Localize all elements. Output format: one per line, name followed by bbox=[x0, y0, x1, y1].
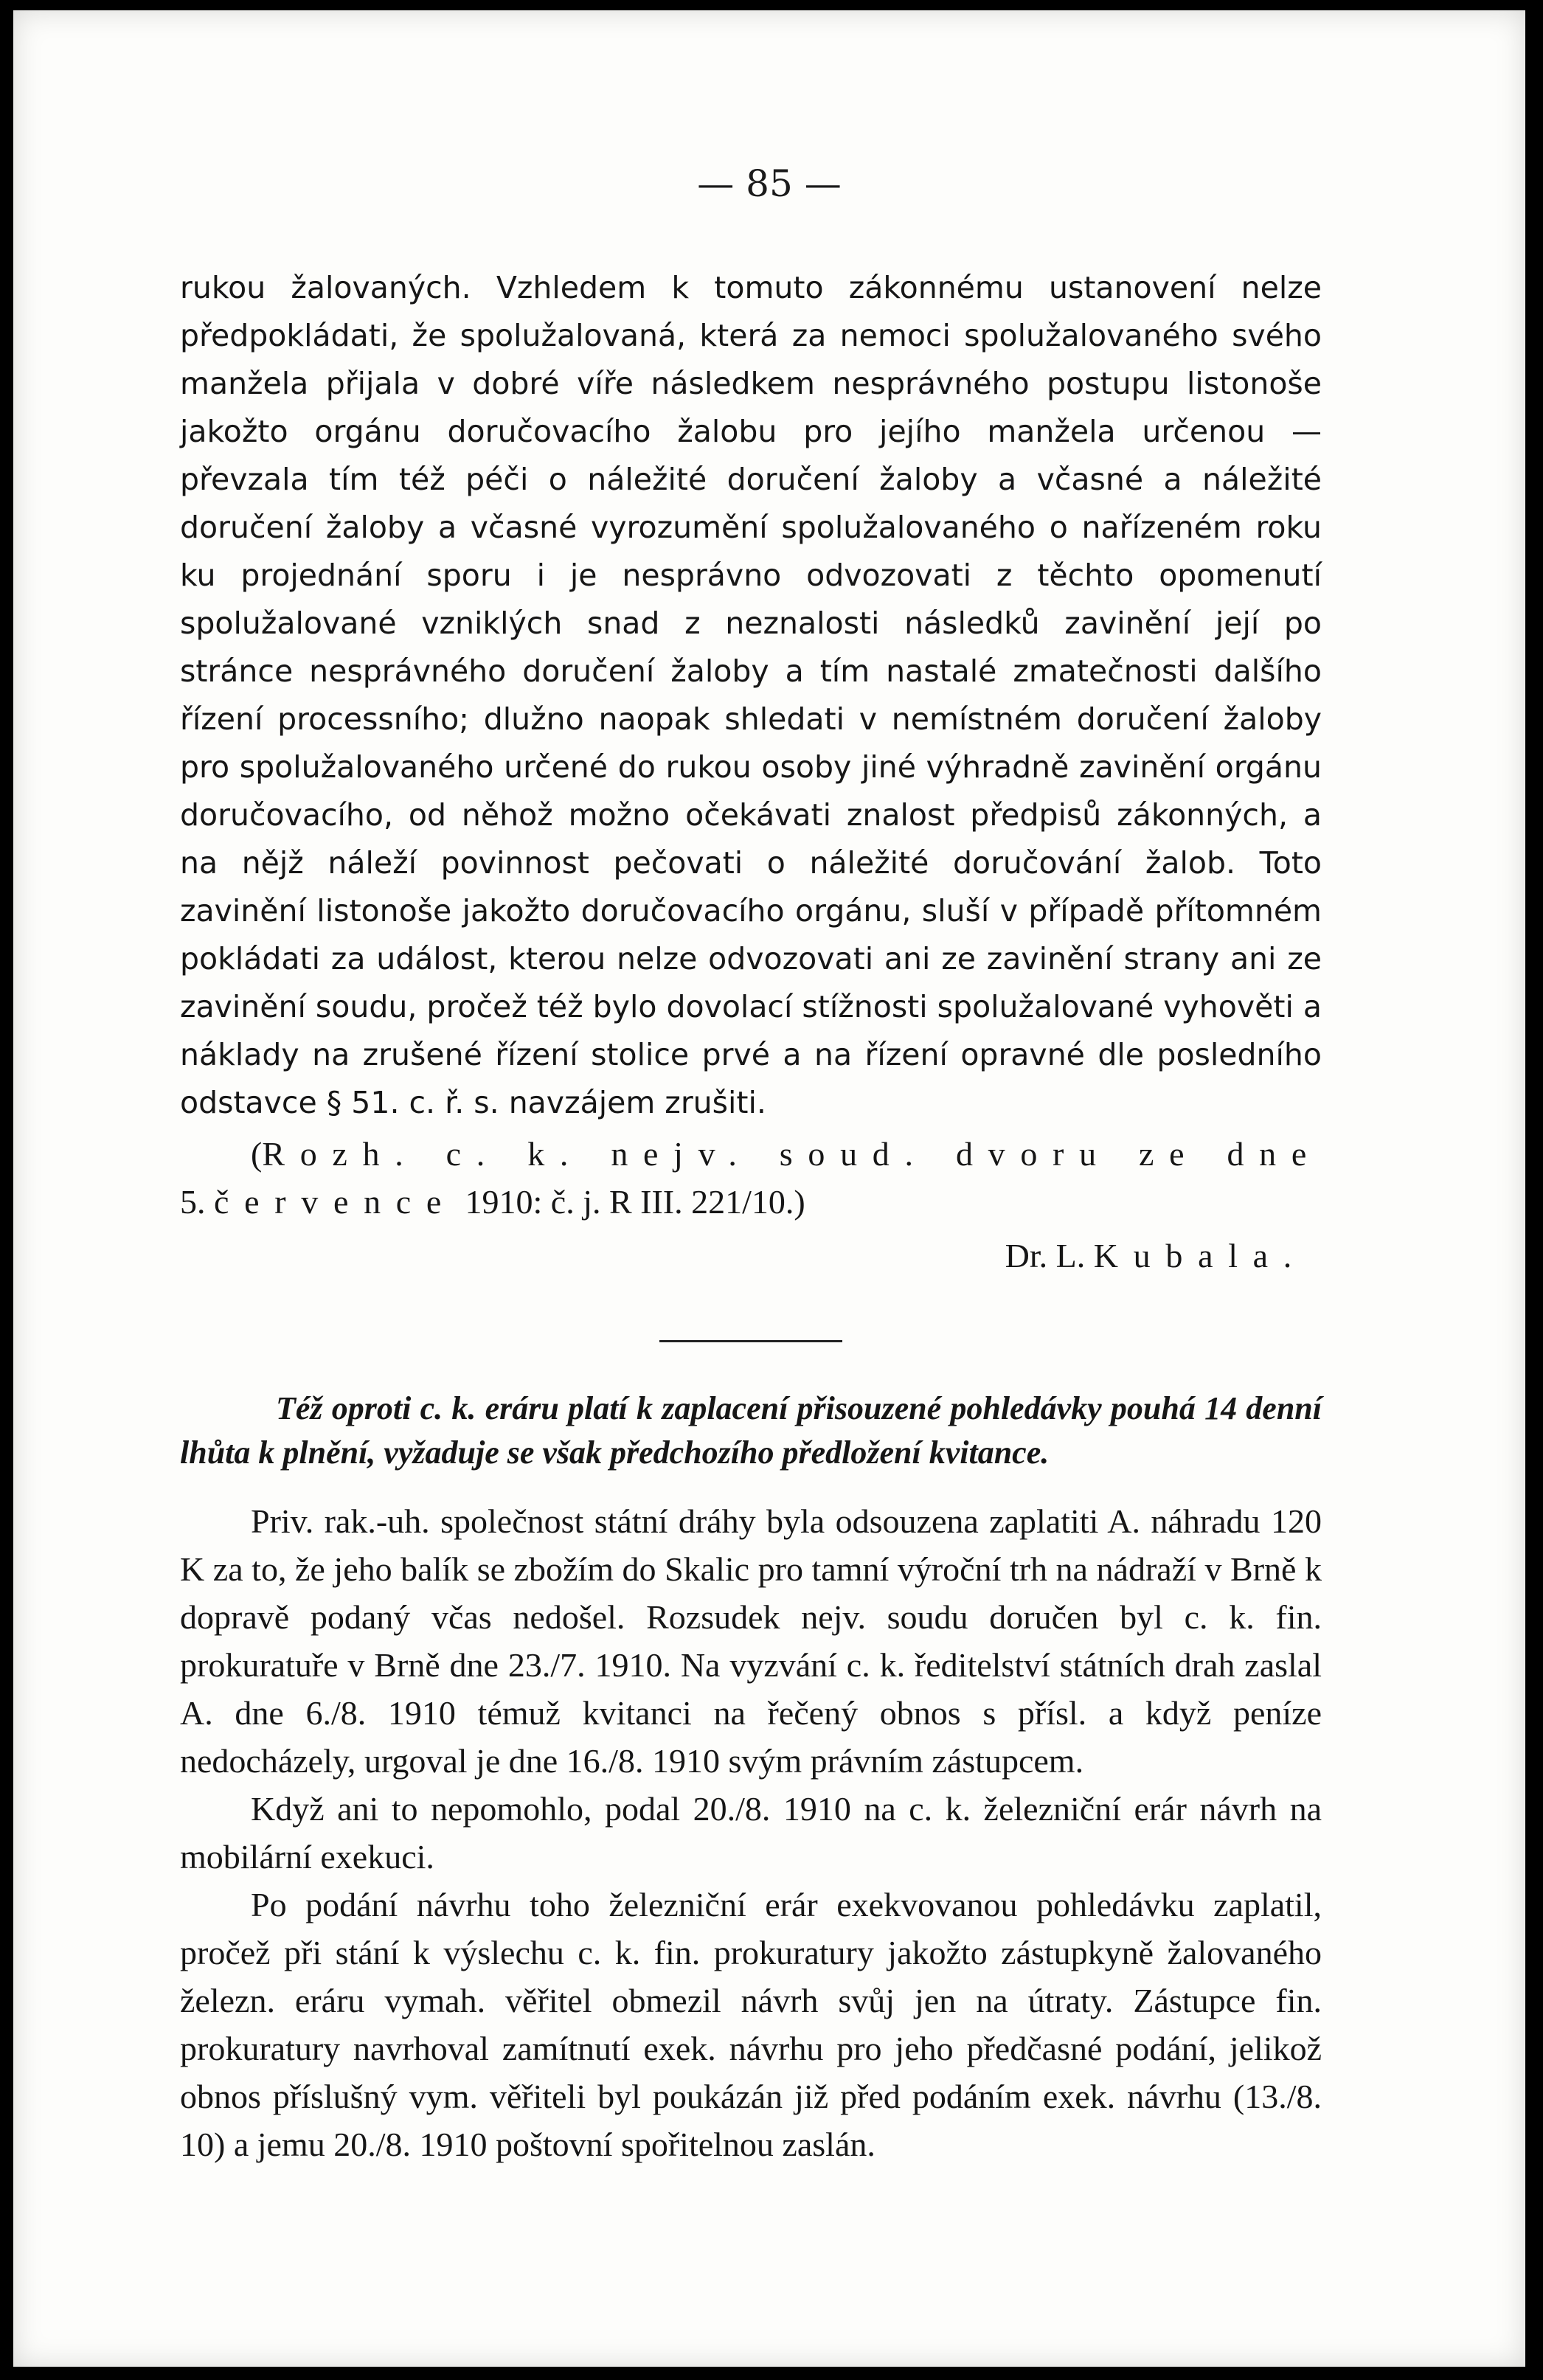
case-paragraph-2: Když ani to nepomohlo, podal 20./8. 1910 na c. k. železniční erár návrh na mobilární exekuci. bbox=[180, 1790, 1322, 1876]
opening-paragraph bbox=[180, 264, 1322, 1127]
page-sheet bbox=[13, 10, 1525, 2367]
reference-day: 5. bbox=[180, 1183, 206, 1221]
case-paragraph-1: Priv. rak.-uh. společnost státní dráhy byla odsouzena zaplatiti A. náhradu 120 K za to, že jeho balík se zbožím do Skalic pro tamní výroční trh na nádraží v Brně k dopravě podaný včas nedošel. Rozsudek nejv. soudu doručen byl c. k. fin. prokuratuře v Brně dne 23./7. 1910. Na vyzvání c. k. ředitelství státních drah zaslal A. dne 6./8. 1910 témuž kvitanci na řečený obnos s přísl. a když peníze nedocházely, urgoval je dne 16./8. 1910 svým právním zástupcem. bbox=[180, 1502, 1322, 1780]
case-paragraph-3: Po podání návrhu toho železniční erár exekvovanou pohledávku zaplatil, pročež při stání k výslechu c. k. fin. prokuratury jakožto zástupkyně žalovaného železn. eráru vymah. věřitel obmezil návrh svůj jen na útraty. Zástupce fin. prokuratury navrhoval zamítnutí exek. návrhu pro jeho předčasné podání, jelikož obnos příslušný vym. věřiteli byl poukázán již před podáním exek. návrhu (13./8. 10) a jemu 20./8. 1910 poštovní spořitelnou zaslán. bbox=[180, 1886, 1322, 2163]
author-prefix: Dr. L. bbox=[1005, 1237, 1086, 1274]
reference-number: 1910: č. j. R III. 221/10.) bbox=[465, 1183, 805, 1221]
opening-paragraph-tail: Toto zavinění listonoše jakožto doručovacího orgánu, sluší v případě přítomném pokládati za událost, kterou nelze odvozovati ani ze zavinění strany ani ze zavinění soudu, pročež též bylo dovolací stížnosti spolužalované vyhověti a náklady na zrušené řízení stolice prvé a na řízení opravné dle posledního odstavce § 51. c. ř. s. navzájem zrušiti. bbox=[180, 845, 1322, 1120]
reference-court: Rozh. c. k. nejv. soud. dvoru ze dne bbox=[262, 1135, 1322, 1173]
author-surname: Kubala. bbox=[1093, 1237, 1307, 1274]
reference-month: července bbox=[214, 1183, 457, 1221]
section-divider bbox=[659, 1340, 842, 1342]
page-number: — 85 — bbox=[697, 162, 842, 205]
decision-reference bbox=[180, 1130, 1322, 1226]
page-body bbox=[180, 264, 1322, 2168]
reference-open: ( bbox=[251, 1135, 263, 1173]
opening-paragraph-text: rukou žalovaných. Vzhledem k tomuto zákonnému ustanovení nelze předpokládati, že spolužalovaná, která za nemoci spolužalovaného svého manžela přijala v dobré víře následkem nesprávného postupu listonoše jakožto orgánu doručovacího žalobu pro jejího manžela určenou — převzala tím též péči o náležité doručení žaloby a včasné a náležité doručení žaloby a včasné vyrozumění spolužalovaného o nařízeném roku ku projednání sporu i je nesprávno odvozovati z těchto opomenutí spolužalované vzniklých snad z neznalosti následků zavinění její po stránce nesprávného doručení žaloby a tím nastalé zmatečnosti dalšího řízení processního; dlužno naopak shledati v nemístném doručení žaloby pro spolužalovaného určené do rukou osoby jiné výhradně zavinění orgánu doručovacího, od něhož možno očekávati znalost předpisů zákonných, a na nějž náleží povinnost pečovati o náležité doručování žalob. bbox=[180, 270, 1322, 881]
author-signature bbox=[180, 1232, 1322, 1280]
section-heading: Též oproti c. k. eráru platí k zaplacení přisouzené pohledávky pouhá 14 denní lhůta k plnění, vyžaduje se však předchozího předložení kvitance. bbox=[180, 1390, 1322, 1471]
